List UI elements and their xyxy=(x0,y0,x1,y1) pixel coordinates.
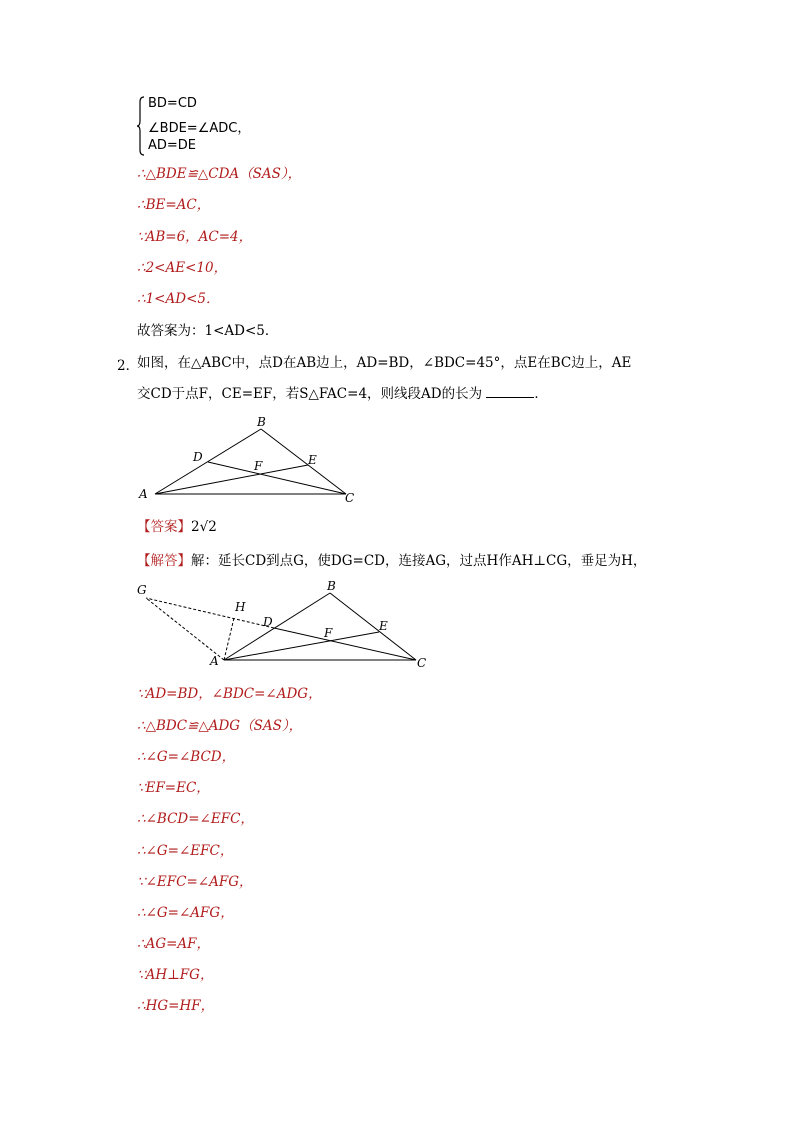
step-5: ∴∠BCD=∠EFC， xyxy=(137,811,254,827)
question-line-2 xyxy=(137,385,548,403)
label-c: C xyxy=(417,656,427,670)
label-d: D xyxy=(263,615,273,629)
label-c: C xyxy=(345,491,355,505)
prev-solution-line-5: ∴1<AD<5． xyxy=(137,291,220,307)
system-line-1: BD=CD xyxy=(148,96,197,111)
solution-tag: 【解答】 xyxy=(137,553,191,569)
figure-2 xyxy=(134,576,434,672)
answer-value: 2√2 xyxy=(191,519,217,535)
label-d: D xyxy=(193,450,203,464)
prev-solution-line-1: ∴△BDE≌△CDA（SAS）， xyxy=(137,166,302,182)
step-8: ∴∠G=∠AFG， xyxy=(137,905,234,921)
question-line-2-text: 交CD于点F，CE=EF，若S△FAC=4，则线段AD的长为 xyxy=(137,386,483,402)
label-f: F xyxy=(324,626,333,640)
answer-tag: 【答案】 xyxy=(137,519,191,535)
label-a: A xyxy=(139,487,148,501)
prev-solution-line-3: ∵AB=6，AC=4， xyxy=(137,229,253,245)
step-2: ∴△BDC≌△ADG（SAS）， xyxy=(137,718,303,734)
prev-solution-line-2: ∴BE=AC， xyxy=(137,197,211,213)
step-6: ∴∠G=∠EFC， xyxy=(137,843,234,859)
step-9: ∴AG=AF， xyxy=(137,936,211,952)
label-e: E xyxy=(308,453,317,467)
step-1: ∵AD=BD，∠BDC=∠ADG， xyxy=(137,686,322,702)
label-f: F xyxy=(254,459,263,473)
step-4: ∵EF=EC， xyxy=(137,780,210,796)
label-g: G xyxy=(137,583,147,597)
label-e: E xyxy=(379,619,388,633)
system-line-3: AD=DE xyxy=(148,138,197,153)
figure-1 xyxy=(134,412,364,507)
step-3: ∴∠G=∠BCD， xyxy=(137,749,236,765)
question-number: 2． xyxy=(117,358,140,374)
step-7: ∵∠EFC=∠AFG， xyxy=(137,874,253,890)
label-a: A xyxy=(210,654,219,668)
brace-icon xyxy=(137,96,145,156)
prev-answer: 故答案为：1<AD<5． xyxy=(137,323,279,339)
solution-intro: 解：延长CD到点G，使DG=CD，连接AG，过点H作AH⊥CG，垂足为H， xyxy=(191,553,647,569)
answer-line xyxy=(137,518,217,536)
solution-intro-line xyxy=(137,552,646,570)
question-line-2-end: ． xyxy=(534,386,548,402)
label-b: B xyxy=(257,415,266,429)
label-b: B xyxy=(327,579,336,593)
question-line-1: 如图，在△ABC中，点D在AB边上，AD=BD，∠BDC=45°，点E在BC边上，AE xyxy=(137,355,632,371)
prev-solution-line-4: ∴2<AE<10， xyxy=(137,260,228,276)
answer-blank xyxy=(486,385,534,398)
step-10: ∵AH⊥FG， xyxy=(137,967,214,983)
system-line-2: ∠BDE=∠ADC， xyxy=(148,121,251,136)
segment-ah xyxy=(224,618,234,660)
step-11: ∴HG=HF， xyxy=(137,998,215,1014)
equation-system xyxy=(137,96,287,158)
label-h: H xyxy=(235,600,246,614)
